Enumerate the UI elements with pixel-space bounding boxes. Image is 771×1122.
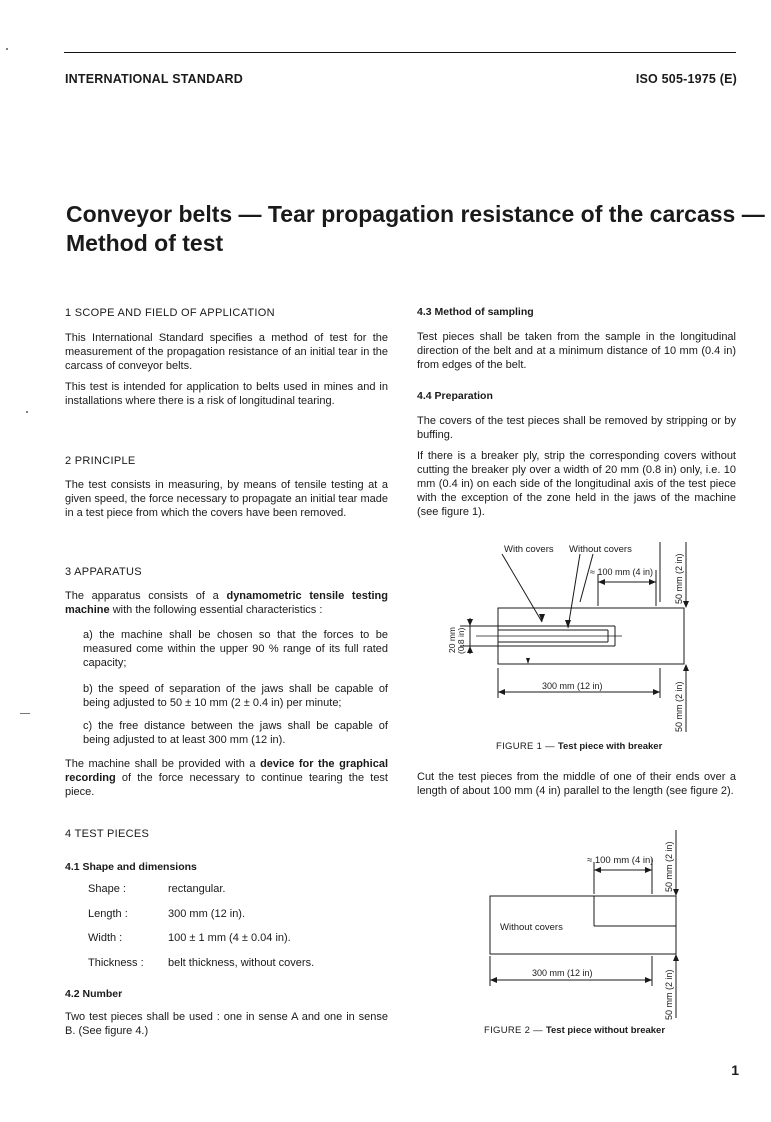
section-3-para-1 bbox=[65, 589, 388, 617]
header-rule bbox=[64, 52, 736, 53]
figure-1-caption bbox=[496, 741, 662, 752]
dimension-value-width: 100 ± 1 mm (4 ± 0.04 in). bbox=[168, 932, 291, 944]
figure-1-diagram bbox=[430, 532, 700, 742]
section-1-para-2: This test is intended for application to belts used in mines and in installations where there is a risk of longitudinal tearing. bbox=[65, 381, 388, 407]
figure-1-caption-prefix: FIGURE 1 — bbox=[496, 741, 558, 752]
section-2-body bbox=[65, 478, 388, 520]
section-3-body bbox=[65, 589, 388, 617]
apparatus-item-a: a) the machine shall be chosen so that the forces to be measured come within the upper 90 % range of its full rated capacity; bbox=[83, 629, 388, 669]
apparatus-item-b: b) the speed of separation of the jaws shall be capable of being adjusted to 50 ± 10 mm (2 ± 0.4 in) per minute; bbox=[83, 683, 388, 709]
fig1-dim-300: 300 mm (12 in) bbox=[542, 681, 603, 691]
scan-mark bbox=[20, 713, 30, 714]
apparatus-item-c: c) the free distance between the jaws shall be capable of being adjusted to at least 300 mm (12 in). bbox=[83, 720, 388, 746]
fig2-dim-50-bottom: 50 mm (2 in) bbox=[664, 969, 674, 1020]
section-3-term-recording: device for the graphical recording bbox=[65, 758, 388, 784]
section-4-1-heading: 4.1 Shape and dimensions bbox=[65, 861, 197, 873]
figure-1-caption-title: Test piece with breaker bbox=[557, 741, 663, 752]
dimension-label-width: Width : bbox=[88, 932, 123, 944]
section-1-body bbox=[65, 331, 388, 408]
section-4-2-para-1: Two test pieces shall be used : one in sense A and one in sense B. (See figure 4.) bbox=[65, 1011, 388, 1037]
section-4-3-heading: 4.3 Method of sampling bbox=[417, 306, 534, 318]
scan-speck bbox=[6, 48, 8, 50]
section-2-heading: 2 PRINCIPLE bbox=[65, 455, 136, 467]
fig1-label-without-covers: Without covers bbox=[569, 544, 632, 555]
section-4-2-heading: 4.2 Number bbox=[65, 988, 123, 1000]
fig2-dim-100: ≈ 100 mm (4 in) bbox=[587, 855, 654, 866]
section-4-4-heading: 4.4 Preparation bbox=[417, 390, 493, 402]
section-4-2-body bbox=[65, 1010, 388, 1038]
section-1-para-1: This International Standard specifies a method of test for the measurement of the propagation resistance of an initial tear in the carcass of conveyor belts. bbox=[65, 332, 388, 372]
section-3-term-machine: dynamometric tensile testing machine bbox=[65, 590, 388, 616]
header-document-id: ISO 505-1975 (E) bbox=[635, 72, 737, 86]
section-4-3-body bbox=[417, 330, 736, 372]
section-4-4-para-2: If there is a breaker ply, strip the corresponding covers without cutting the breaker ply over a width of 20 mm (0.8 in) only, i.e. 10 mm (0.4 in) on each side of the longitudinal axis of the test piece with the exception of the zone held in the jaws of the machine (see figure 1). bbox=[417, 450, 736, 518]
section-4-4-para-3: Cut the test pieces from the middle of one of their ends over a length of about 100 mm (4 in) parallel to the length (see figure 2). bbox=[417, 771, 736, 797]
section-3-para-1-tail: with the following essential characteristics : bbox=[109, 604, 323, 616]
dimension-value-length: 300 mm (12 in). bbox=[168, 908, 246, 920]
dimension-label-length: Length : bbox=[88, 908, 128, 920]
figure-2-caption bbox=[484, 1025, 665, 1036]
figure-2-caption-prefix: FIGURE 2 — bbox=[484, 1025, 546, 1036]
fig2-dim-50-top: 50 mm (2 in) bbox=[664, 841, 674, 892]
section-1-heading: 1 SCOPE AND FIELD OF APPLICATION bbox=[65, 307, 275, 319]
section-4-4-para-1: The covers of the test pieces shall be removed by stripping or by buffing. bbox=[417, 415, 736, 441]
title-line-1: Conveyor belts — Tear propagation resistance of the carcass — bbox=[66, 201, 765, 227]
page-number: 1 bbox=[731, 1062, 739, 1078]
fig1-dim-20-in: (0.8 in) bbox=[456, 627, 466, 654]
fig1-dim-100: ≈ 100 mm (4 in) bbox=[590, 567, 653, 577]
dimension-label-thickness: Thickness : bbox=[88, 957, 144, 969]
figure-2-caption-title: Test piece without breaker bbox=[545, 1025, 666, 1036]
section-3-para-2-text: The machine shall be provided with a bbox=[65, 758, 261, 770]
section-2-para-1: The test consists in measuring, by means of tensile testing at a given speed, the force necessary to propagate an initial tear made in a test piece from which the covers have been removed. bbox=[65, 479, 388, 519]
fig1-dim-50-bottom: 50 mm (2 in) bbox=[674, 681, 684, 732]
dimension-label-shape: Shape : bbox=[88, 883, 126, 895]
fig1-dim-50-top: 50 mm (2 in) bbox=[674, 553, 684, 604]
section-3-heading: 3 APPARATUS bbox=[65, 566, 142, 578]
section-3-body-2 bbox=[65, 757, 388, 799]
fig1-label-with-covers: With covers bbox=[504, 544, 554, 555]
section-4-4-body bbox=[417, 414, 736, 519]
fig2-dim-300: 300 mm (12 in) bbox=[532, 968, 593, 978]
section-4-4-body-2 bbox=[417, 770, 736, 798]
section-4-3-para-1: Test pieces shall be taken from the sample in the longitudinal direction of the belt and at a minimum distance of 10 mm (0.4 in) from edges of the belt. bbox=[417, 331, 736, 371]
fig2-label-without-covers: Without covers bbox=[500, 922, 563, 933]
scan-speck bbox=[26, 411, 28, 413]
section-3-para-2 bbox=[65, 757, 388, 799]
title-line-2: Method of test bbox=[66, 230, 224, 256]
header-standard-label: INTERNATIONAL STANDARD bbox=[65, 72, 244, 86]
section-4-heading: 4 TEST PIECES bbox=[65, 828, 150, 840]
dimension-value-shape: rectangular. bbox=[168, 883, 226, 895]
figure-2-diagram bbox=[480, 822, 700, 1022]
fig1-dim-20-mm: 20 mm bbox=[447, 627, 457, 653]
section-3-para-1-text: The apparatus consists of a bbox=[65, 590, 227, 602]
page-title bbox=[66, 200, 766, 258]
section-3-para-2-tail: of the force necessary to continue tearing the test piece. bbox=[65, 772, 388, 798]
dimension-value-thickness: belt thickness, without covers. bbox=[168, 957, 315, 969]
